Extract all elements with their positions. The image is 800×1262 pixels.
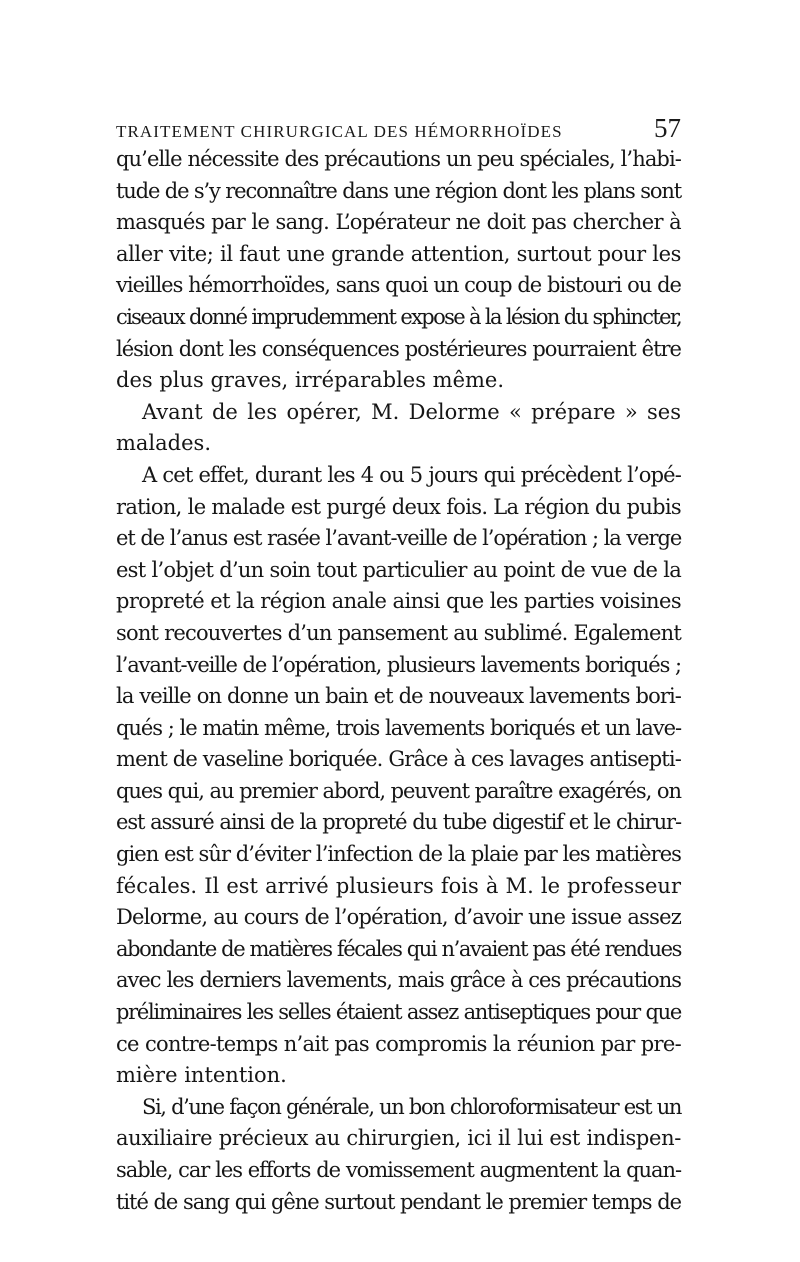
text-line: est assuré ainsi de la propreté du tube digestif et le chirur-: [116, 810, 681, 835]
text-line: des plus graves, irréparables même.: [116, 368, 505, 393]
text-line: malades.: [116, 431, 211, 456]
text-line: Avant de les opérer, M. Delorme « prépare » ses: [142, 399, 681, 424]
text-line: abondante de matières fécales qui n’avaient pas été rendues: [116, 936, 681, 961]
text-line: avec les derniers lavements, mais grâce à ces précautions: [116, 968, 681, 993]
text-line: préliminaires les selles étaient assez antiseptiques pour que: [116, 1000, 681, 1025]
running-title: TRAITEMENT CHIRURGICAL DES HÉMORRHOÏDES: [116, 122, 563, 141]
text-line: ce contre-temps n’ait pas compromis la réunion par pre-: [116, 1031, 681, 1056]
text-line: ment de vaseline boriquée. Grâce à ces lavages antisepti-: [116, 747, 681, 772]
text-line: tude de s’y reconnaître dans une région dont les plans sont: [116, 178, 681, 203]
text-line: Delorme, au cours de l’opération, d’avoir une issue assez: [116, 905, 681, 930]
text-line: et de l’anus est rasée l’avant-veille de l’opération ; la verge: [116, 526, 682, 551]
text-line: ration, le malade est purgé deux fois. La région du pubis: [116, 494, 681, 519]
body-text: [116, 144, 681, 1218]
text-line: Si, d’une façon générale, un bon chloroformisateur est un: [142, 1094, 681, 1119]
text-line: sont recouvertes d’un pansement au sublimé. Egalement: [116, 620, 681, 645]
text-line: l’avant-veille de l’opération, plusieurs lavements boriqués ;: [116, 652, 681, 677]
text-line: qu’elle nécessite des précautions un peu spéciales, l’habi-: [116, 147, 681, 171]
text-line: fécales. Il est arrivé plusieurs fois à M. le professeur: [116, 873, 681, 898]
text-line: aller vite; il faut une grande attention, surtout pour les: [116, 241, 681, 266]
text-line: la veille on donne un bain et de nouveaux lavements bori-: [116, 684, 681, 709]
text-line: est l’objet d’un soin tout particulier au point de vue de la: [116, 557, 681, 582]
text-line: qués ; le matin même, trois lavements boriqués et un lave-: [116, 715, 681, 740]
text-line: ques qui, au premier abord, peuvent paraître exagérés, on: [116, 778, 681, 803]
text-line: gien est sûr d’éviter l’infection de la plaie par les matières: [116, 842, 682, 867]
text-line: auxiliaire précieux au chirurgien, ici il lui est indispen-: [116, 1126, 681, 1151]
page-number: 57: [654, 113, 681, 143]
text-line: lésion dont les conséquences postérieures pourraient être: [116, 336, 681, 361]
text-line: A cet effet, durant les 4 ou 5 jours qui précèdent l’opé-: [142, 462, 681, 487]
text-line: mière intention.: [116, 1063, 287, 1088]
text-line: ciseaux donné imprudemment expose à la lésion du sphincter,: [116, 304, 682, 329]
text-line: sable, car les efforts de vomissement augmentent la quan-: [116, 1158, 681, 1182]
text-line: tité de sang qui gêne surtout pendant le premier temps de: [116, 1189, 681, 1214]
running-header: [116, 113, 681, 143]
text-line: masqués par le sang. L’opérateur ne doit pas chercher à: [116, 210, 681, 235]
text-line: propreté et la région anale ainsi que les parties voisines: [116, 589, 681, 614]
text-line: vieilles hémorrhoïdes, sans quoi un coup de bistouri ou de: [116, 273, 681, 298]
